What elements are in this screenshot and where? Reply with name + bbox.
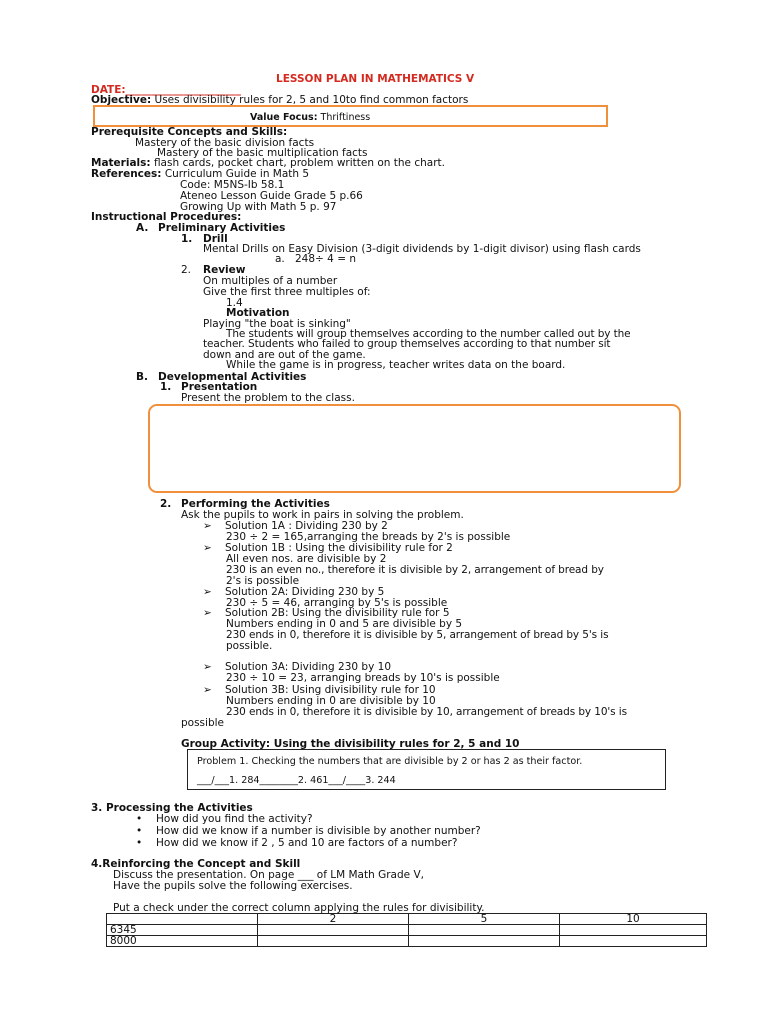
table-cell-number: 6345 xyxy=(107,925,258,936)
table-cell-check xyxy=(409,936,560,947)
motivation-line: Playing "the boat is sinking" xyxy=(203,318,351,330)
references-label: References: xyxy=(91,168,162,180)
table-header-cell: 10 xyxy=(560,914,707,925)
solution-line: 230 ends in 0, therefore it is divisible by 10, arrangement of breads by 10's is xyxy=(226,706,627,718)
table-row xyxy=(107,936,707,947)
presentation-title: Presentation xyxy=(181,381,258,393)
arrow-bullet-icon: ➢ xyxy=(203,586,212,598)
materials-label: Materials: xyxy=(91,157,151,169)
performing-number: 2. xyxy=(160,498,172,510)
table-cell-check xyxy=(258,936,409,947)
drill-item-marker: a. xyxy=(275,253,285,265)
bullet-icon: • xyxy=(136,825,143,837)
table-cell-check xyxy=(560,925,707,936)
value-focus-label: Value Focus: xyxy=(250,112,318,121)
table-header-row xyxy=(107,914,707,925)
processing-title: 3. Processing the Activities xyxy=(91,802,253,814)
reference-item: Growing Up with Math 5 p. 97 xyxy=(180,201,337,213)
reinforcing-line: Have the pupils solve the following exercises. xyxy=(113,880,353,892)
table-cell-number: 8000 xyxy=(107,936,258,947)
problem-items: ___/___1. 284________2. 461___/____3. 244 xyxy=(197,775,396,786)
review-line: Give the first three multiples of: xyxy=(203,286,371,298)
table-row xyxy=(107,925,707,936)
motivation-line: The students will group themselves according to the number called out by the xyxy=(226,328,631,340)
solution-line: All even nos. are divisible by 2 xyxy=(226,553,387,565)
reference-item: Curriculum Guide in Math 5 xyxy=(164,168,310,180)
solution-head: ➢ Solution 1B : Using the divisibility rule for 2 xyxy=(203,542,453,554)
objective-text: Uses divisibility rules for 2, 5 and 10to find common factors xyxy=(154,94,469,106)
reinforcing-instruction: Put a check under the correct column applying the rules for divisibility. xyxy=(113,902,485,914)
reinforcing-title: 4.Reinforcing the Concept and Skill xyxy=(91,858,301,870)
table-cell-check xyxy=(560,936,707,947)
solution-line: 230 is an even no., therefore it is divisible by 2, arrangement of bread by xyxy=(226,564,604,576)
review-value: 1.4 xyxy=(226,297,243,309)
motivation-title: Motivation xyxy=(226,307,290,319)
value-focus-line xyxy=(250,112,370,121)
solution-line: Numbers ending in 0 and 5 are divisible by 5 xyxy=(226,618,463,630)
prerequisite-item: Mastery of the basic multiplication facts xyxy=(157,147,368,159)
procedures-label: Instructional Procedures: xyxy=(91,211,242,223)
solution-line: possible xyxy=(181,717,224,729)
arrow-bullet-icon: ➢ xyxy=(203,542,212,554)
section-a-title: Preliminary Activities xyxy=(158,222,286,234)
solution-line: 2's is possible xyxy=(226,575,300,587)
prerequisite-label: Prerequisite Concepts and Skills: xyxy=(91,126,288,138)
solution-head: ➢ Solution 3B: Using divisibility rule for 10 xyxy=(203,684,436,696)
solution-line: possible. xyxy=(226,640,273,652)
drill-item: 248÷ 4 = n xyxy=(295,253,356,265)
solution-head: ➢ Solution 2A: Dividing 230 by 5 xyxy=(203,586,385,598)
processing-bullet: • How did we know if a number is divisible by another number? xyxy=(136,825,481,837)
drill-text: Mental Drills on Easy Division (3-digit dividends by 1-digit divisor) using flash cards xyxy=(203,243,641,255)
section-b-marker: B. xyxy=(136,371,148,383)
group-activity-title: Group Activity: Using the divisibility rules for 2, 5 and 10 xyxy=(181,738,520,750)
problem-text: Problem 1. Checking the numbers that are divisible by 2 or has 2 as their factor. xyxy=(197,756,583,767)
processing-bullet: • How did we know if 2 , 5 and 10 are factors of a number? xyxy=(136,837,458,849)
table-header-cell: 5 xyxy=(409,914,560,925)
presentation-text: Present the problem to the class. xyxy=(181,392,355,404)
review-number: 2. xyxy=(181,264,192,276)
motivation-line: down and are out of the game. xyxy=(203,349,366,361)
reinforcing-line: Discuss the presentation. On page ___ of LM Math Grade V, xyxy=(113,869,424,881)
date-field: DATE:______________________ xyxy=(91,84,242,96)
solution-line: 230 ÷ 10 = 23, arranging breads by 10's is possible xyxy=(226,672,500,684)
arrow-bullet-icon: ➢ xyxy=(203,520,212,532)
arrow-bullet-icon: ➢ xyxy=(203,684,212,696)
drill-number: 1. xyxy=(181,233,193,245)
drill-title: Drill xyxy=(203,233,228,245)
review-title: Review xyxy=(203,264,246,276)
divisibility-table xyxy=(106,913,707,947)
presentation-number: 1. xyxy=(160,381,172,393)
section-a-marker: A. xyxy=(136,222,149,234)
section-b-title: Developmental Activities xyxy=(158,371,307,383)
problem-box xyxy=(148,404,681,493)
solution-head: ➢ Solution 1A : Dividing 230 by 2 xyxy=(203,520,388,532)
value-focus-text: Thriftiness xyxy=(320,112,371,121)
bullet-icon: • xyxy=(136,813,143,825)
page-title: LESSON PLAN IN MATHEMATICS V xyxy=(276,73,475,85)
performing-text: Ask the pupils to work in pairs in solving the problem. xyxy=(181,509,464,521)
reference-item: Code: M5NS-Ib 58.1 xyxy=(180,179,285,191)
table-header-cell: 2 xyxy=(258,914,409,925)
arrow-bullet-icon: ➢ xyxy=(203,661,212,673)
table-header-cell xyxy=(107,914,258,925)
solution-head: ➢ Solution 3A: Dividing 230 by 10 xyxy=(203,661,391,673)
motivation-line: teacher. Students who failed to group themselves according to that number sit xyxy=(203,338,611,350)
reference-item: Ateneo Lesson Guide Grade 5 p.66 xyxy=(180,190,363,202)
table-cell-check xyxy=(258,925,409,936)
table-cell-check xyxy=(409,925,560,936)
arrow-bullet-icon: ➢ xyxy=(203,607,212,619)
bullet-icon: • xyxy=(136,837,143,849)
motivation-line: While the game is in progress, teacher writes data on the board. xyxy=(226,359,566,371)
solution-line: 230 ÷ 2 = 165,arranging the breads by 2's is possible xyxy=(226,531,511,543)
performing-title: Performing the Activities xyxy=(181,498,330,510)
objective-label: Objective: xyxy=(91,94,152,106)
processing-bullet: • How did you find the activity? xyxy=(136,813,313,825)
review-line: On multiples of a number xyxy=(203,275,338,287)
solution-head: ➢ Solution 2B: Using the divisibility rule for 5 xyxy=(203,607,450,619)
solution-line: 230 ends in 0, therefore it is divisible by 5, arrangement of bread by 5's is xyxy=(226,629,609,641)
materials-text: flash cards, pocket chart, problem written on the chart. xyxy=(153,157,445,169)
solution-line: 230 ÷ 5 = 46, arranging by 5's is possible xyxy=(226,597,448,609)
prerequisite-item: Mastery of the basic division facts xyxy=(135,137,315,149)
solution-line: Numbers ending in 0 are divisible by 10 xyxy=(226,695,436,707)
